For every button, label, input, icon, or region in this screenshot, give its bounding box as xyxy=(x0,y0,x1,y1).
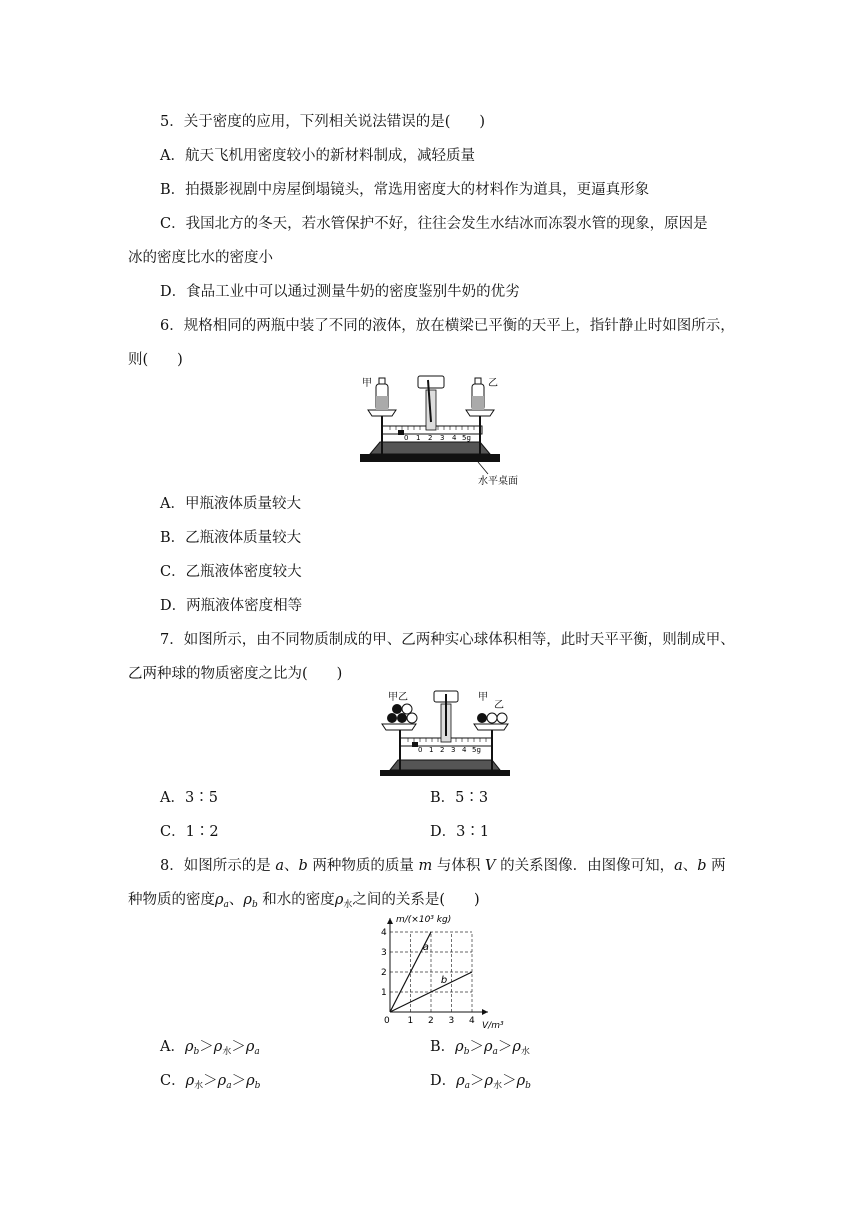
q6-label-jia: 甲 xyxy=(362,378,372,389)
q6-stem: 6．规格相同的两瓶中装了不同的液体，放在横梁已平衡的天平上，指针静止时如图所示， xyxy=(160,318,735,334)
q7-stem-cont: 乙两种球的物质密度之比为( ) xyxy=(128,666,343,682)
q6-option-a: A．甲瓶液体质量较大 xyxy=(160,496,301,512)
q5-stem: 5．关于密度的应用，下列相关说法错误的是( ) xyxy=(160,114,486,130)
chart-y-tick-label: 2 xyxy=(381,968,387,978)
q6-scale-2: 2 xyxy=(428,434,433,442)
q6-scale-1: 1 xyxy=(416,434,421,442)
q8-mass-volume-chart xyxy=(370,912,520,1032)
q7-balance-figure xyxy=(380,688,510,780)
q7-option-c: C．1∶2 xyxy=(160,824,219,840)
q7-right-label-yi: 乙 xyxy=(494,700,504,711)
q8-option-b: B．$\rho_b>\rho_a>\rho_水$ xyxy=(430,1039,530,1057)
q7-stem: 7．如图所示，由不同物质制成的甲、乙两种实心球体积相等，此时天平平衡，则制成甲、 xyxy=(160,632,735,648)
q8-option-c: C．$\rho_水>\rho_a>\rho_b$ xyxy=(160,1073,261,1091)
q7-scale-4: 4 xyxy=(462,746,467,754)
chart-y-tick-label: 1 xyxy=(381,988,387,998)
q6-option-b: B．乙瓶液体质量较大 xyxy=(160,530,302,546)
chart-x-tick-label: 2 xyxy=(428,1016,434,1026)
q7-scale-3: 3 xyxy=(451,746,456,754)
chart-series-b-label: b xyxy=(440,975,448,987)
q6-scale-4: 4 xyxy=(452,434,457,442)
q5-option-a: A．航天飞机用密度较小的新材料制成，减轻质量 xyxy=(160,148,475,164)
q6-stem-cont: 则( ) xyxy=(128,352,183,368)
q8-stem: 8．如图所示的是 a、b 两种物质的质量 m 与体积 V 的关系图像．由图像可知，a、b 两 xyxy=(160,858,726,874)
q7-scale-0: 0 xyxy=(418,746,423,754)
chart-ylabel: m/(×10³ kg) xyxy=(396,915,452,925)
q7-right-label-jia: 甲 xyxy=(478,692,488,703)
chart-series-a-label: a xyxy=(422,942,429,953)
q6-option-d: D．两瓶液体密度相等 xyxy=(160,598,303,614)
q6-balance-figure xyxy=(360,372,550,492)
q6-scale-0: 0 xyxy=(404,434,409,442)
chart-x-arrow xyxy=(482,1009,488,1015)
q5-option-b: B．拍摄影视剧中房屋倒塌镜头，常选用密度大的材料作为道具，更逼真形象 xyxy=(160,182,650,198)
chart-x-tick-label: 1 xyxy=(407,1016,414,1026)
q6-scale-3: 3 xyxy=(440,434,445,442)
chart-x-tick-label: 4 xyxy=(469,1016,475,1026)
q7-scale-5g: 5g xyxy=(472,746,481,754)
q5-option-c-cont: 冰的密度比水的密度小 xyxy=(128,250,273,266)
q7-option-d: D．3∶1 xyxy=(430,824,490,840)
q8-stem-cont: 种物质的密度$\rho_a$、$\rho_b$ 和水的密度$\rho_水$之间的关系是( ) xyxy=(128,892,480,910)
q6-label-yi: 乙 xyxy=(488,378,498,389)
chart-y-arrow xyxy=(387,918,393,924)
q8-option-a: A．$\rho_b>\rho_水>\rho_a$ xyxy=(160,1039,260,1057)
q5-option-c: C．我国北方的冬天，若水管保护不好，往往会发生水结冰而冻裂水管的现象，原因是 xyxy=(160,216,708,232)
q6-option-c: C．乙瓶液体密度较大 xyxy=(160,564,302,580)
q7-scale-2: 2 xyxy=(440,746,445,754)
q7-left-label: 甲乙 xyxy=(388,692,408,703)
q8-option-d: D．$\rho_a>\rho_水>\rho_b$ xyxy=(430,1073,531,1091)
q6-desk-label: 水平桌面 xyxy=(478,476,518,487)
chart-x-tick-label: 3 xyxy=(448,1016,455,1026)
chart-y-tick-label: 3 xyxy=(381,948,387,958)
q7-scale-1: 1 xyxy=(429,746,434,754)
chart-x-tick-label: 0 xyxy=(384,1016,390,1026)
chart-y-tick-label: 4 xyxy=(381,928,387,938)
q6-scale-5g: 5g xyxy=(462,434,471,442)
chart-xlabel: V/m³ xyxy=(482,1021,504,1031)
q5-option-d: D．食品工业中可以通过测量牛奶的密度鉴别牛奶的优劣 xyxy=(160,284,520,300)
q7-option-b: B．5∶3 xyxy=(430,790,489,806)
q7-option-a: A．3∶5 xyxy=(160,790,218,806)
